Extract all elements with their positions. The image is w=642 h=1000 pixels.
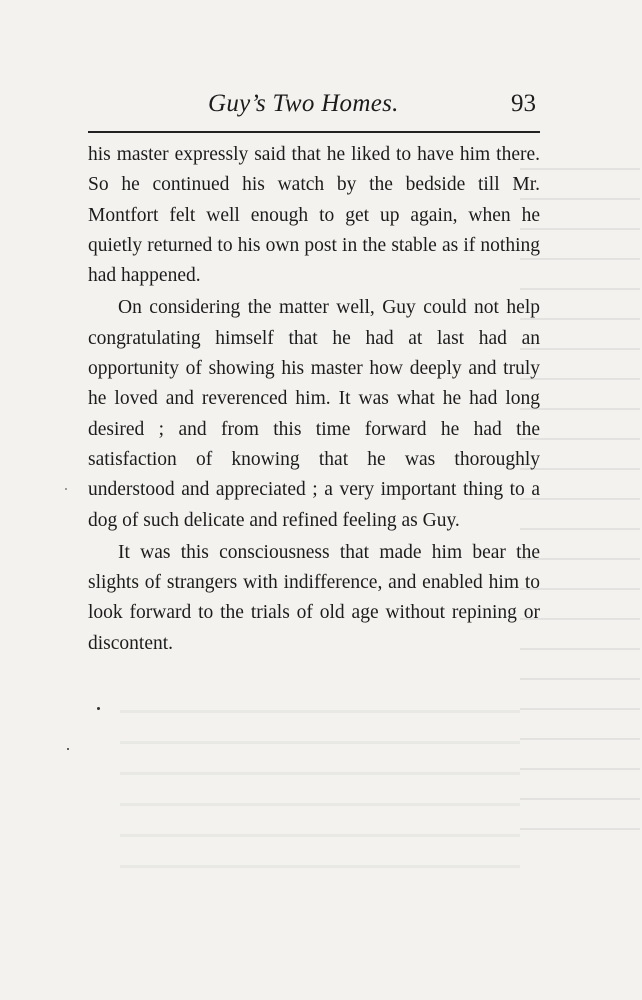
ink-speck	[97, 707, 100, 710]
paragraph-3: It was this consciousness that made him bear the slights of strangers with indifference, and enabled him to look forward to the trials of old age without repining or discontent.	[88, 541, 540, 654]
paragraph-2: On considering the matter well, Guy could not help congratulating himself that he had at last had an opportunity of showing his master how deeply and truly he loved and reverenced him. It was what he had long desired ; and from this time forward he had the satisfaction of knowing that he was thoroughly understood and appreciated ; a very important thing to a dog of such delicate and refined feeling as Guy.	[88, 297, 540, 531]
bleed-through-texture-lower	[120, 690, 520, 890]
page-number: 93	[511, 90, 536, 117]
ink-speck	[67, 748, 69, 750]
header-rule	[88, 131, 540, 133]
body-text	[88, 140, 540, 659]
page-header	[88, 88, 540, 128]
running-title: Guy’s Two Homes.	[208, 90, 399, 117]
ink-speck	[65, 488, 67, 490]
paragraph-1: his master expressly said that he liked to have him there. So he continued his watch by the bedside till Mr. Montfort felt well enough to get up again, when he quietly returned to his own post in the stable as if nothing had happened.	[88, 144, 540, 287]
